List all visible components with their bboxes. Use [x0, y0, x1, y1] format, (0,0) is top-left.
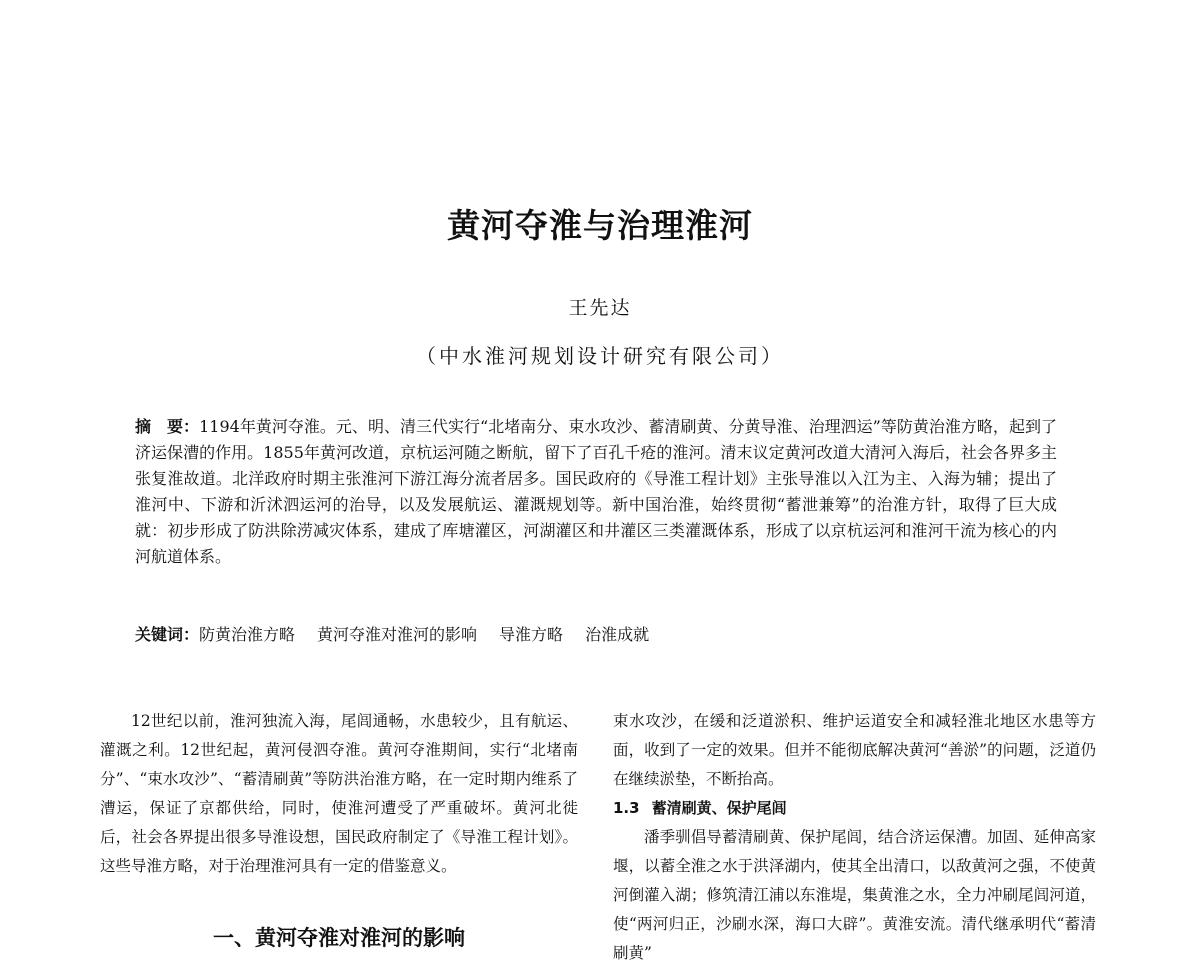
keyword-item: 黄河夺淮对淮河的影响	[317, 625, 478, 644]
keyword-item: 治淮成就	[585, 625, 650, 644]
author-affiliation: （中水淮河规划设计研究有限公司）	[416, 344, 784, 368]
paper-title: 黄河夺淮与治理淮河	[447, 206, 753, 245]
subsection-title: 蓄清刷黄、保护尾闾	[651, 799, 787, 817]
keyword-item: 防黄治淮方略	[199, 625, 296, 644]
section-heading: 一、黄河夺淮对淮河的影响	[213, 926, 465, 950]
body-paragraph: 束水攻沙，在缓和泛道淤积、维护运道安全和减轻淮北地区水患等方面，收到了一定的效果。但并不能彻底解决黄河“善淤”的问题，泛道仍在继续淤垫，不断抬高。	[613, 712, 1096, 788]
author-name: 王先达	[568, 297, 632, 319]
keyword-item: 导淮方略	[499, 625, 564, 644]
abstract-label: 摘 要：	[135, 417, 200, 436]
keywords-label: 关键词：	[135, 625, 200, 644]
keywords	[135, 622, 1057, 648]
abstract-text: 1194年黄河夺淮。元、明、清三代实行“北堵南分、束水攻沙、蓄清刷黄、分黄导淮、治理泗运”等防黄治淮方略，起到了济运保漕的作用。1855年黄河改道，京杭运河随之断航，留下了百孔千疮的淮河。清末议定黄河改道大清河入海后，社会各界多主张复淮故道。北洋政府时期主张淮河下游江海分流者居多。国民政府的《导淮工程计划》主张导淮以入江为主、入海为辅；提出了淮河中、下游和沂沭泗运河的治导，以及发展航运、灌溉规划等。新中国治淮，始终贯彻“蓄泄兼筹”的治淮方针，取得了巨大成就：初步形成了防洪除涝减灾体系，建成了库塘灌区，河湖灌区和井灌区三类灌溉体系，形成了以京杭运河和淮河干流为核心的内河航道体系。	[135, 417, 1057, 566]
intro-paragraph: 12世纪以前，淮河独流入海，尾闾通畅，水患较少，且有航运、灌溉之利。12世纪起，黄河侵泗夺淮。黄河夺淮期间，实行“北堵南分”、“束水攻沙”、“蓄清刷黄”等防洪治淮方略，在一定时期内维系了漕运，保证了京都供给，同时，使淮河遭受了严重破坏。黄河北徙后，社会各界提出很多导淮设想，国民政府制定了《导淮工程计划》。这些导淮方略，对于治理淮河具有一定的借鉴意义。	[100, 712, 578, 875]
abstract	[135, 414, 1057, 570]
subsection-number: 1.3	[613, 799, 640, 817]
body-paragraph: 潘季驯倡导蓄清刷黄、保护尾闾，结合济运保漕。加固、延伸高家堰，以蓄全淮之水于洪泽湖内，使其全出清口，以敌黄河之强，不使黄河倒灌入湖；修筑清江浦以东淮堤，集黄淮之水，全力冲刷尾闾河道，使“两河归正，沙刷水深，海口大辟”。黄淮安流。清代继承明代“蓄清刷黄”	[613, 828, 1096, 962]
subsection-heading	[613, 794, 1096, 823]
body-column-right	[613, 707, 1096, 968]
body-column-left	[100, 707, 578, 881]
